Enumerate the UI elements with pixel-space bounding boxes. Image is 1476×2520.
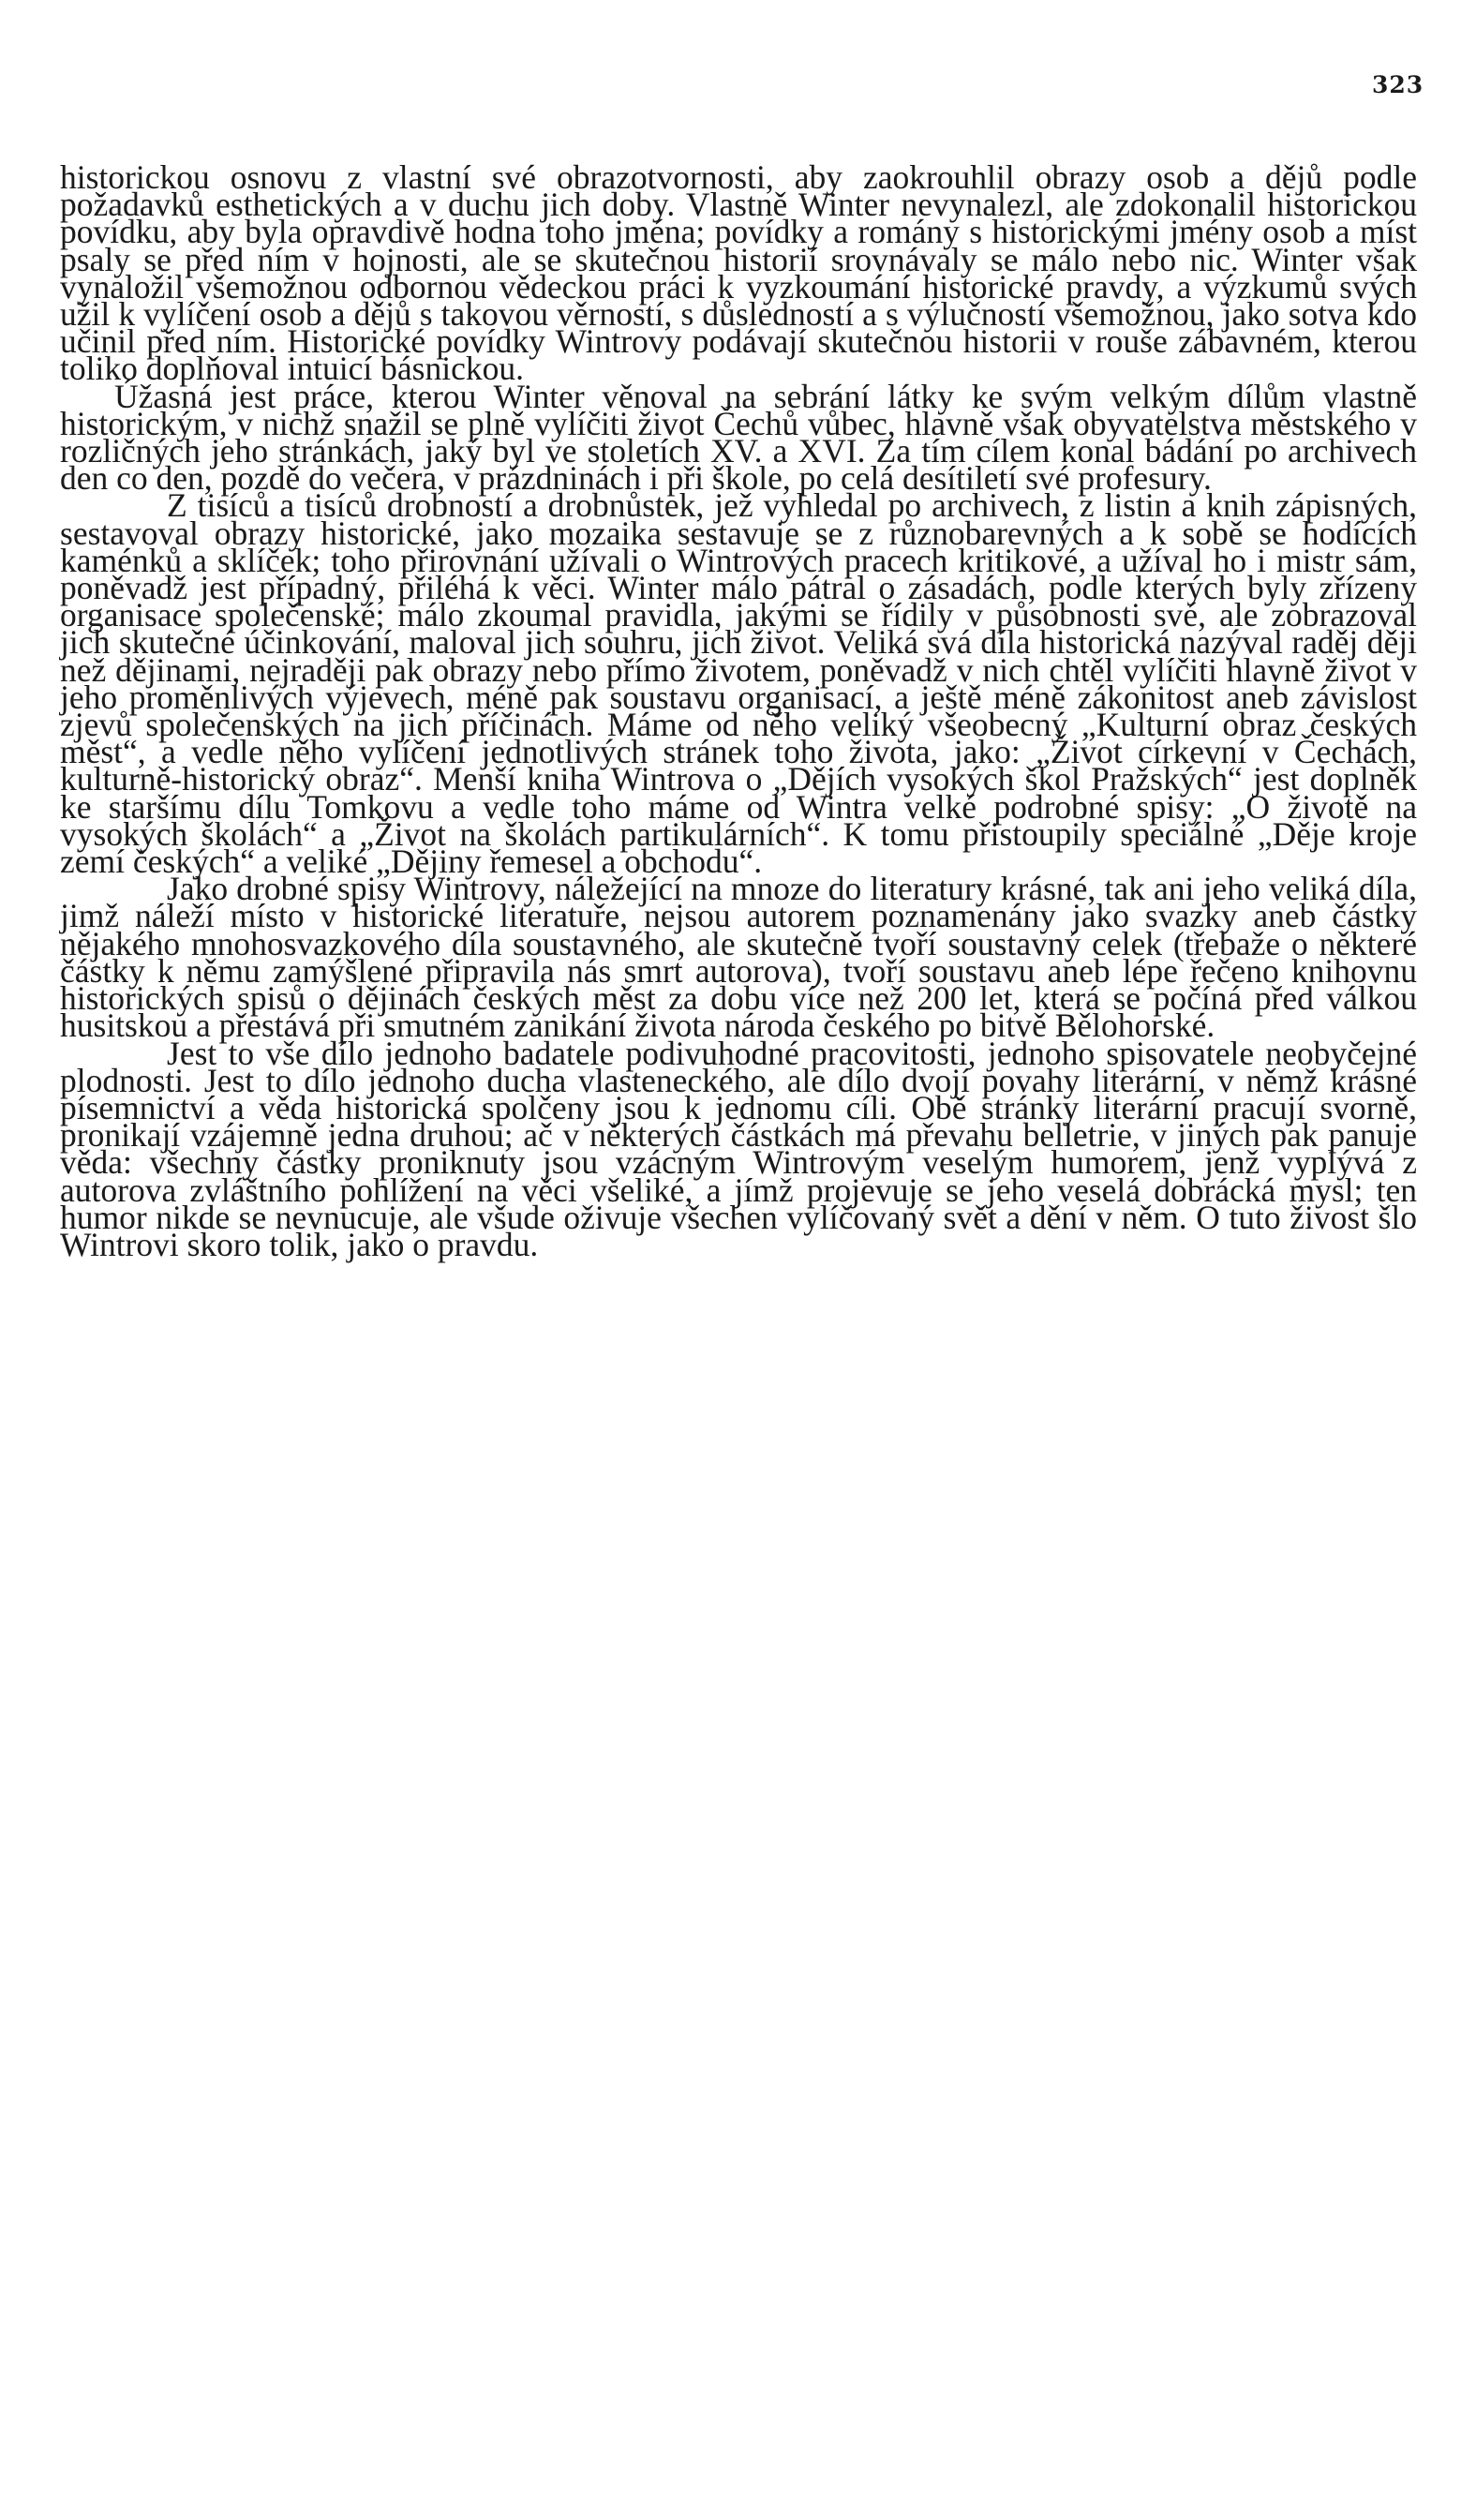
paragraph-4: Jako drobné spisy Wintrovy, náležející na mnoze do literatury krásné, tak ani jeho veliká díla, jimž náleží místo v historické literatuře, nejsou autorem poznamenány jako svazky aneb částky nějakého mnohosvazkového díla soustavného, ale skutečně tvoří soustavný celek (třebaže o některé částky k němu zamýšlené připravila nás smrt autorova), tvoří soustavu aneb lépe řečeno knihovnu historických spisů o dějinách českých měst za dobu více než 200 let, která se počíná před válkou husitskou a přestává při smutném zanikání života národa českého po bitvě Bělohorské. — [60, 870, 1417, 1045]
paragraph-5: Jest to vše dílo jednoho badatele podivuhodné pracovitosti, jednoho spisovatele neobyčejné plodnosti. Jest to dílo jednoho ducha vlasteneckého, ale dílo dvojí povahy literární, v němž krásné písemnictví a věda historická spolčeny jsou k jednomu cíli. Obě stránky literární pracují svorně, pronikají vzájemně jedna druhou; ač v některých částkách má převahu belletrie, v jiných pak panuje věda: všechny částky proniknuty jsou vzácným Wintrovým veselým humorem, jenž vyplývá z autorova zvláštního pohlížení na věci všeliké, a jímž projevuje se jeho veselá dobrácká mysl; ten humor nikde se nevnucuje, ale všude oživuje všechen vylíčovaný svět a dění v něm. O tuto živost šlo Wintrovi skoro tolik, jako o pravdu. — [60, 1034, 1417, 1263]
body-text — [60, 158, 1417, 1263]
paragraph-1: historickou osnovu z vlastní své obrazotvornosti, aby zaokrouhlil obrazy osob a dějů podle požadavků esthetických a v duchu jich doby. Vlastně Winter nevynalezl, ale zdokonalil historickou povídku, aby byla opravdivě hodna toho jména; povídky a romány s historickými jmény osob a míst psaly se před ním v hojnosti, ale se skutečnou historií srovnávaly se málo nebo nic. Winter však vynaložil všemožnou odbornou vědeckou práci k vyzkoumání historické pravdy, a výzkumů svých užil k vylíčení osob a dějů s takovou věrností, s důsledností a s výlučností všemožnou, jako sotva kdo učinil před ním. Historické povídky Wintrovy podávají skutečnou historii v rouše zábavném, kterou toliko doplňoval intuicí básnickou. — [60, 158, 1417, 388]
page-number: 323 — [1372, 71, 1424, 98]
paragraph-3: Z tisíců a tisíců drobností a drobnůstek, jež vyhledal po archivech, z listin a knih zápisných, sestavoval obrazy historické, jako mozaika sestavuje se z různobarevných a k sobě se hodících kaménků a sklíček; toho přirovnání užívali o Wintrových pracech kritikové, a užíval ho i mistr sám, poněvadž jest případný, přiléhá k věci. Winter málo pátral o zásadách, podle kterých byly zřízeny organisace společenské; málo zkoumal pravidla, jakými se řídily v působnosti své, ale zobrazoval jich skutečné účinkování, maloval jich souhru, jich život. Veliká svá díla historická nazýval raděj ději než dějinami, nejraději pak obrazy nebo přímo životem, poněvadž v nich chtěl vylíčiti hlavně život v jeho proměnlivých výjevech, méně pak soustavu organisací, a ještě méně zákonitost aneb závislost zjevů společenských na jich příčinách. Máme od něho veliký všeobecný „Kulturní obraz českých měst“, a vedle něho vylíčení jednotlivých stránek toho života, jako: „Život církevní v Čechách, kulturně-historický obraz“. Menší kniha Wintrova o „Dějích vysokých škol Pražských“ jest doplněk ke staršímu dílu Tomkovu a vedle toho máme od Wintra velké podrobné spisy: „O životě na vysokých školách“ a „Život na školách partikulárních“. K tomu přistoupily speciálné „Děje kroje zemí českých“ a veliké „Dějiny řemesel a obchodu“. — [60, 486, 1417, 881]
paragraph-2: Úžasná jest práce, kterou Winter věnoval na sebrání látky ke svým velkým dílům vlastně historickým, v nichž snažil se plně vylíčiti život Čechů vůbec, hlavně však obyvatelstva městského v rozličných jeho stránkách, jaký byl ve stoletích XV. a XVI. Za tím cílem konal bádání po archivech den co den, pozdě do večera, v prázdninách i při škole, po celá desítiletí své profesury. — [60, 377, 1417, 498]
